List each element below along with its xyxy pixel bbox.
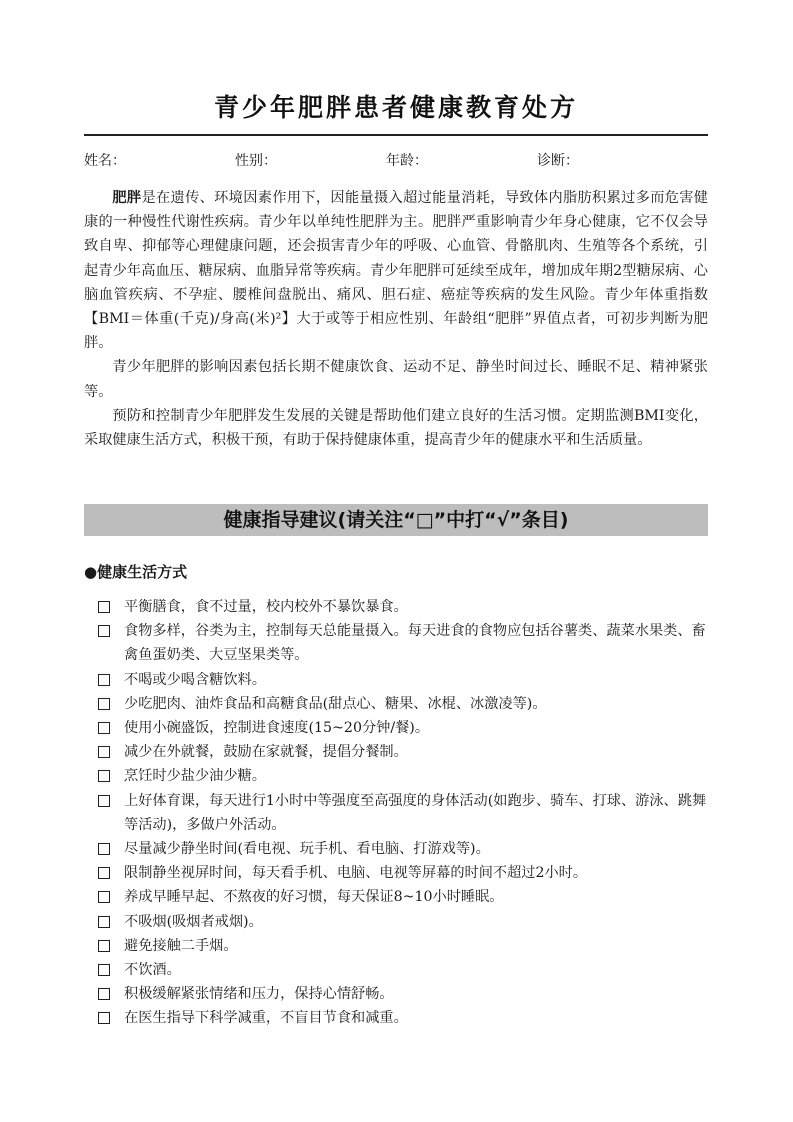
checklist-item (98, 1006, 710, 1030)
page-title: 青少年肥胖患者健康教育处方 (213, 93, 578, 122)
checkbox[interactable] (98, 916, 110, 928)
checklist-item-text: 食物多样，谷类为主，控制每天总能量摄入。每天进食的食物应包括谷薯类、蔬菜水果类、畜禽鱼蛋奶类、大豆坚果类等。 (124, 623, 706, 664)
intro-paragraph-2: 青少年肥胖的影响因素包括长期不健康饮食、运动不足、静坐时间过长、睡眠不足、精神紧张等。 (84, 359, 708, 400)
checklist-item-text: 使用小碗盛饭，控制进食速度(15~20分钟/餐)。 (124, 720, 430, 737)
checklist-item (98, 934, 710, 958)
gender-field-label: 性别： (235, 153, 277, 169)
checklist-item-text: 避免接触二手烟。 (124, 937, 238, 954)
checklist-item-text: 在医生指导下科学减重，不盲目节食和减重。 (124, 1010, 408, 1027)
lifestyle-checklist (98, 595, 710, 1031)
checkbox[interactable] (98, 722, 110, 734)
checklist-item-text: 不饮酒。 (124, 962, 181, 979)
checklist-item (98, 910, 710, 934)
checklist-item (98, 764, 710, 788)
checklist-item-text: 养成早睡早起、不熬夜的好习惯，每天保证8~10小时睡眠。 (124, 889, 504, 906)
checklist-item-text: 平衡膳食，食不过量，校内校外不暴饮暴食。 (124, 599, 408, 615)
checklist-item (98, 837, 710, 861)
checklist-item (98, 958, 710, 982)
checkbox[interactable] (98, 891, 110, 903)
guidance-banner: 健康指导建议(请关注“□”中打“√”条目) (84, 504, 708, 536)
intro-text (84, 186, 708, 452)
checkbox[interactable] (98, 746, 110, 758)
intro-paragraph-1-text: 是在遗传、环境因素作用下，因能量摄入超过能量消耗，导致体内脂肪积累过多而危害健康的一种慢性代谢性疾病。青少年以单纯性肥胖为主。肥胖严重影响青少年身心健康，它不仅会导致自卑、抑郁等心理健康问题，还会损害青少年的呼吸、心血管、骨骼肌肉、生殖等各个系统，引起青少年高血压、糖尿病、血脂异常等疾病。青少年肥胖可延续至成年，增加成年期2型糖尿病、心脑血管疾病、不孕症、腰椎间盘脱出、痛风、胆石症、癌症等疾病的发生风险。青少年体重指数【BMI＝体重(千克)/身高(米)²】大于或等于相应性别、年龄组“肥胖”界值点者，可初步判断为肥胖。 (84, 190, 708, 352)
checklist-item-text: 不吸烟(吸烟者戒烟)。 (124, 913, 263, 930)
age-field-label: 年龄： (386, 153, 428, 169)
checklist-item (98, 885, 710, 909)
checklist-item-text: 少吃肥肉、油炸食品和高糖食品(甜点心、糖果、冰棍、冰激凌等)。 (124, 695, 547, 712)
checkbox[interactable] (98, 625, 110, 637)
patient-info-row (84, 150, 708, 172)
checklist-item (98, 595, 710, 619)
checklist-item (98, 982, 710, 1006)
checkbox[interactable] (98, 940, 110, 952)
checklist-item (98, 716, 710, 740)
checkbox[interactable] (98, 1012, 110, 1024)
checkbox[interactable] (98, 795, 110, 807)
intro-term: 肥胖 (112, 190, 142, 206)
intro-paragraph-3: 预防和控制青少年肥胖发生发展的关键是帮助他们建立良好的生活习惯。定期监测BMI变化，采取健康生活方式，积极干预，有助于保持健康体重，提高青少年的健康水平和生活质量。 (84, 407, 708, 449)
checklist-item (98, 861, 710, 885)
checkbox[interactable] (98, 674, 110, 686)
section-title-healthy-lifestyle: ●健康生活方式 (84, 563, 188, 581)
checklist-item-text: 上好体育课，每天进行1小时中等强度至高强度的身体活动(如跑步、骑车、打球、游泳、跳舞等活动)，多做户外活动。 (124, 792, 707, 833)
checklist-item (98, 740, 710, 764)
checklist-item-text: 烹饪时少盐少油少糖。 (124, 768, 266, 785)
checkbox[interactable] (98, 698, 110, 710)
diagnosis-field-label: 诊断： (537, 153, 579, 169)
checklist-item-text: 限制静坐视屏时间，每天看手机、电脑、电视等屏幕的时间不超过2小时。 (124, 865, 588, 882)
checkbox[interactable] (98, 964, 110, 976)
checkbox[interactable] (98, 867, 110, 879)
title-divider (84, 134, 708, 136)
checkbox[interactable] (98, 601, 110, 613)
checklist-item-text: 减少在外就餐，鼓励在家就餐，提倡分餐制。 (124, 744, 408, 761)
checkbox[interactable] (98, 988, 110, 1000)
checklist-item (98, 668, 710, 692)
checkbox[interactable] (98, 770, 110, 782)
name-field-label: 姓名： (84, 153, 126, 169)
checklist-item-text: 积极缓解紧张情绪和压力，保持心情舒畅。 (124, 986, 394, 1003)
checkbox[interactable] (98, 843, 110, 855)
checklist-item-text: 不喝或少喝含糖饮料。 (124, 671, 266, 688)
intro-paragraph-1 (84, 186, 708, 355)
checklist-item-text: 尽量减少静坐时间(看电视、玩手机、看电脑、打游戏等)。 (124, 841, 490, 858)
checklist-item (98, 789, 710, 837)
checklist-item (98, 692, 710, 716)
checklist-item (98, 619, 710, 667)
